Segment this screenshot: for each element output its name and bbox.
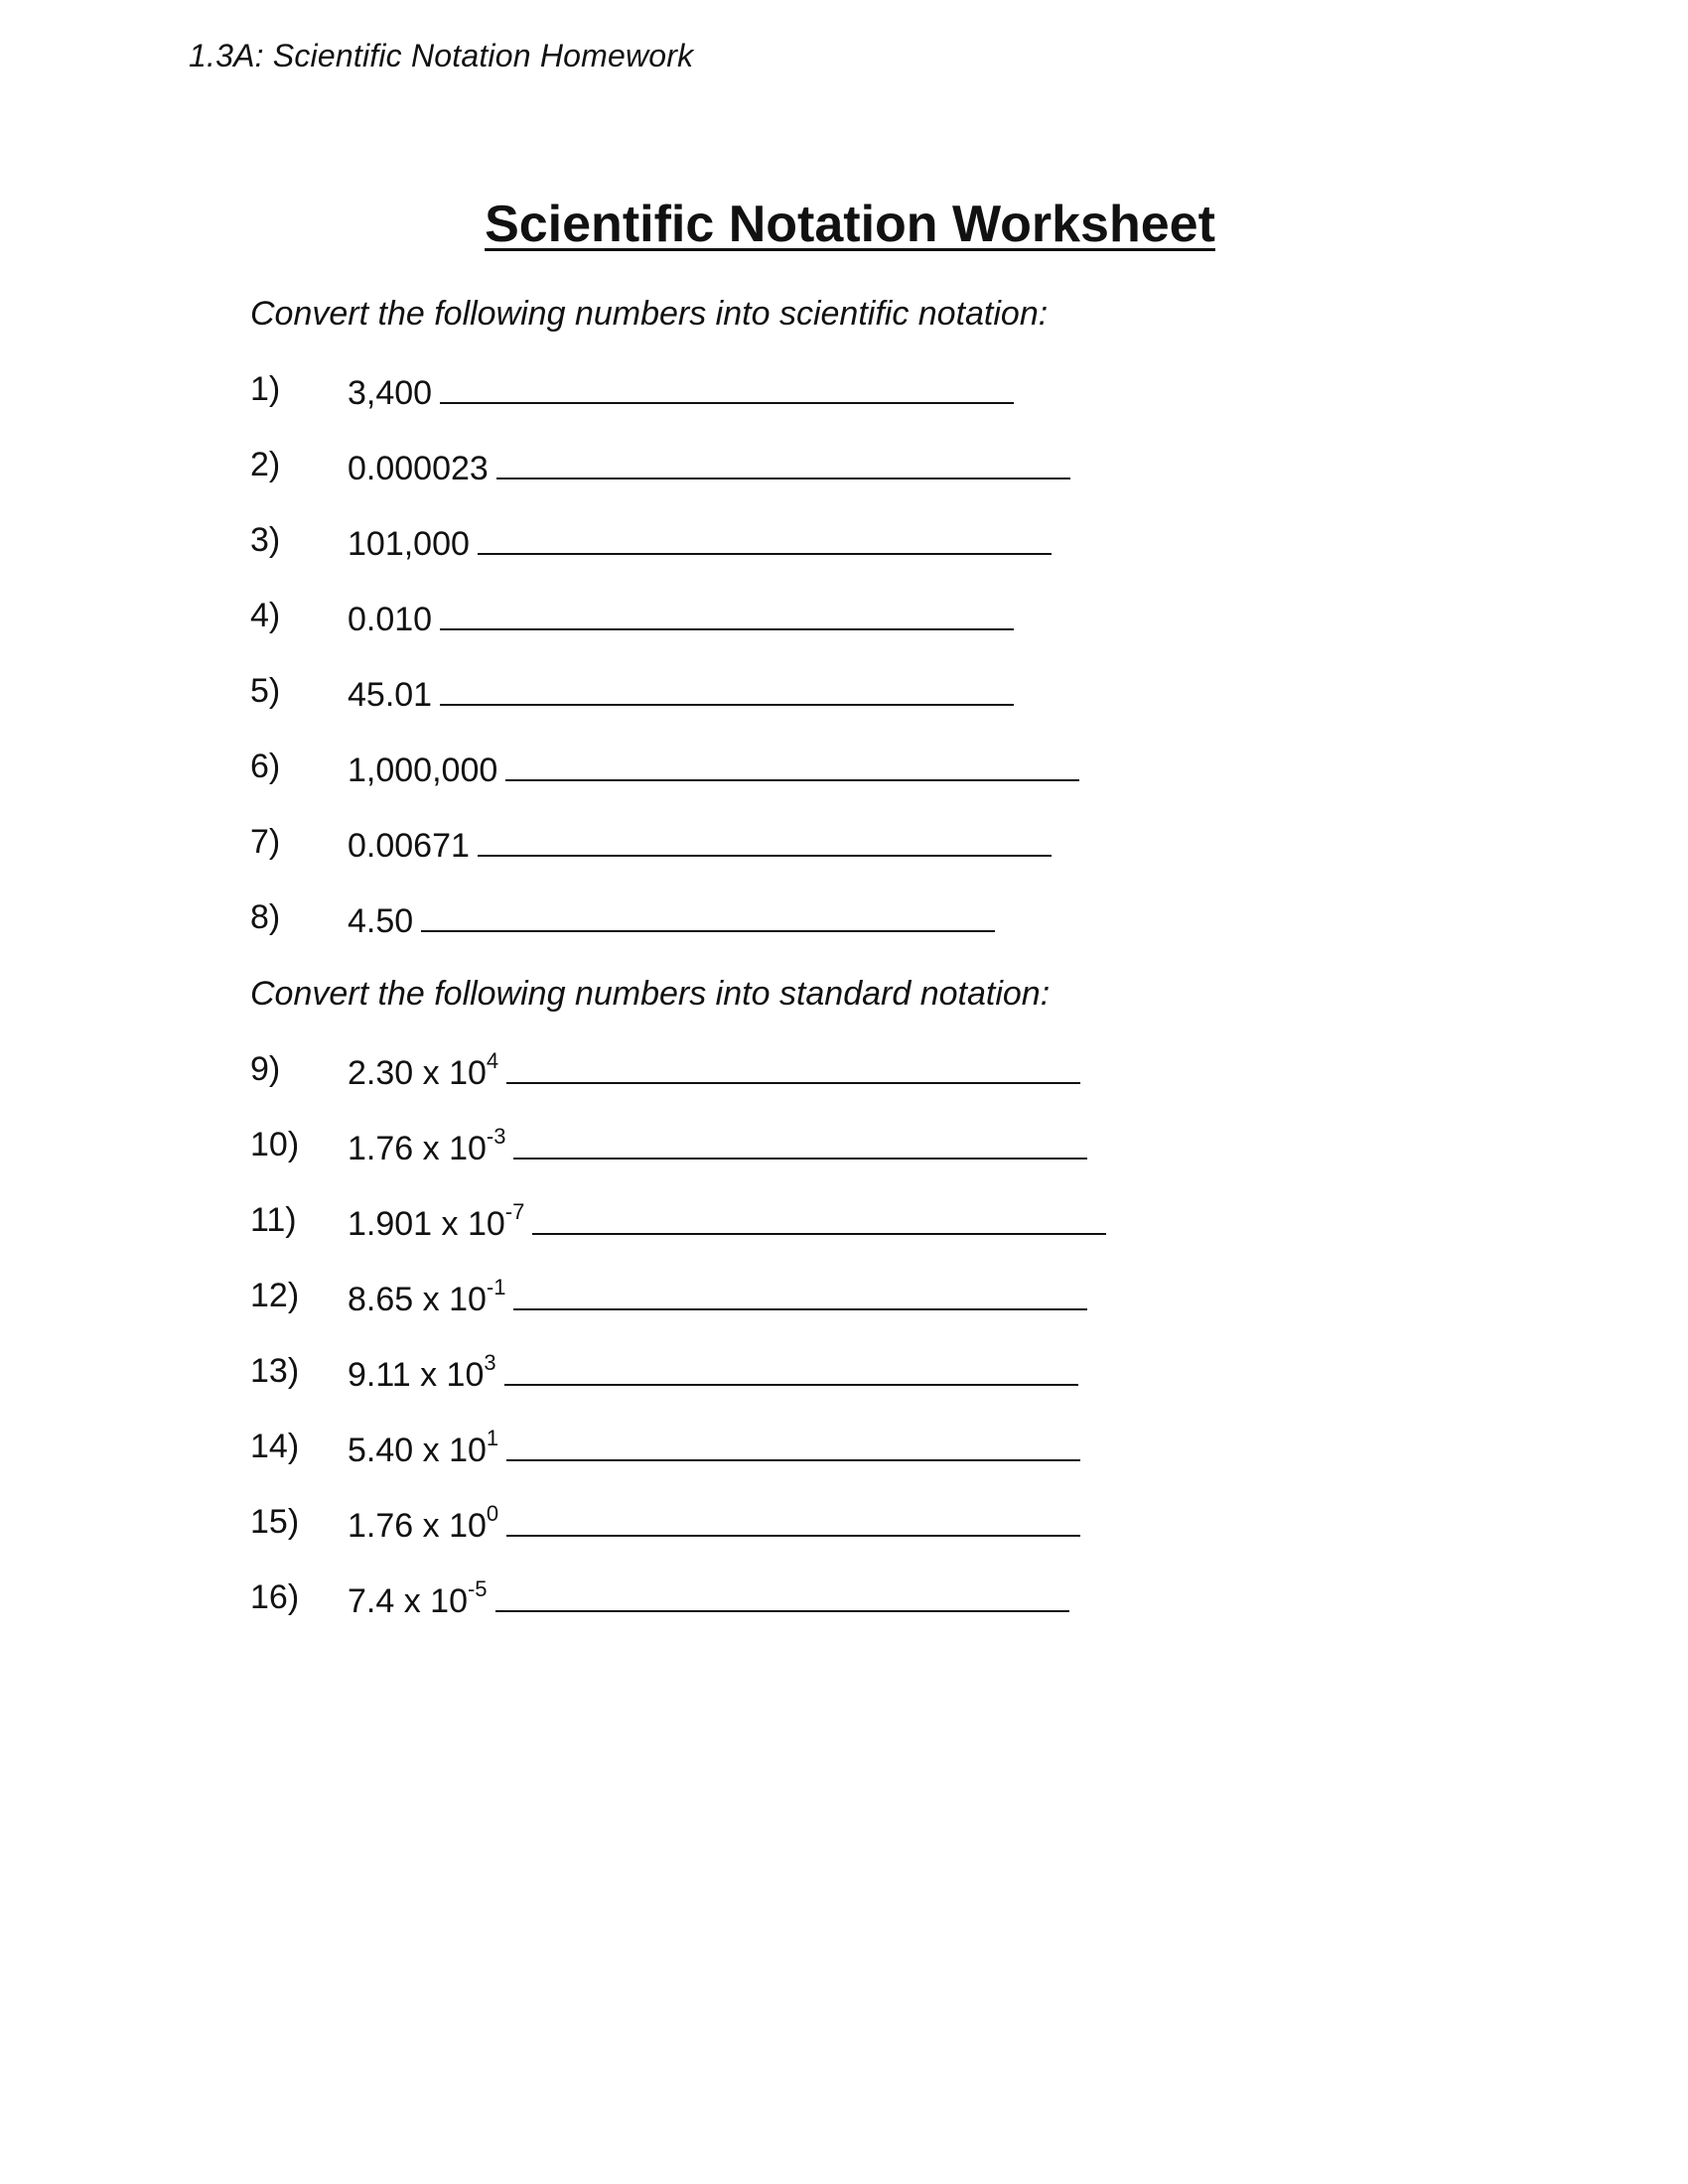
problem-expression [348,748,1079,790]
problem-expression [348,1274,1087,1319]
problem-base: 5.40 x 10 [348,1432,487,1469]
answer-blank[interactable] [532,1201,1106,1235]
page-title [0,195,1688,254]
problem-base: 1.901 x 10 [348,1205,505,1243]
problem-base: 8.65 x 10 [348,1281,487,1318]
answer-blank[interactable] [513,1126,1087,1160]
answer-blank[interactable] [505,748,1079,781]
problem-value: 4.50 [348,902,414,940]
problem-number: 14) [250,1428,300,1465]
problem-expression [348,1575,1069,1621]
problem-exponent: -1 [486,1274,506,1299]
answer-blank[interactable] [496,446,1070,479]
answer-blank[interactable] [440,597,1014,630]
problem-number: 11) [250,1201,297,1239]
problem-base: 7.4 x 10 [348,1582,468,1620]
problem-number: 12) [250,1277,300,1314]
answer-blank[interactable] [440,672,1014,706]
page-header: 1.3A: Scientific Notation Homework [189,38,694,73]
problem-exponent: 0 [486,1500,499,1526]
problem-expression [348,446,1070,488]
problem-expression [348,1349,1078,1395]
section1-instruction: Convert the following numbers into scientific notation: [250,295,1049,333]
problem-number: 7) [250,823,281,861]
answer-blank[interactable] [504,1352,1078,1386]
problem-number: 15) [250,1503,300,1541]
answer-blank[interactable] [506,1050,1080,1084]
problem-number: 8) [250,898,281,936]
problem-exponent: -5 [467,1575,488,1601]
problem-exponent: 3 [484,1349,496,1375]
problem-expression [348,1123,1087,1168]
problem-exponent: -7 [504,1198,525,1224]
problem-base: 2.30 x 10 [348,1054,487,1092]
problem-expression [348,1425,1080,1470]
problem-number: 16) [250,1578,300,1616]
problem-number: 5) [250,672,281,710]
problem-base: 1.76 x 10 [348,1507,487,1545]
answer-blank[interactable] [440,370,1014,404]
problem-value: 101,000 [348,525,470,563]
answer-blank[interactable] [513,1277,1087,1310]
problem-number: 10) [250,1126,300,1163]
answer-blank[interactable] [421,898,995,932]
problem-exponent: -3 [486,1123,506,1149]
problem-expression [348,1500,1080,1546]
problem-expression [348,672,1014,715]
answer-blank[interactable] [506,1428,1080,1461]
problem-value: 0.010 [348,601,433,638]
problem-number: 13) [250,1352,300,1390]
problem-value: 0.000023 [348,450,489,487]
problem-value: 45.01 [348,676,433,714]
problem-expression [348,1198,1106,1244]
problem-value: 3,400 [348,374,433,412]
problem-number: 3) [250,521,281,559]
problem-base: 9.11 x 10 [348,1356,485,1394]
problem-value: 0.00671 [348,827,470,865]
problem-expression [348,1047,1080,1093]
problem-exponent: 1 [486,1425,499,1450]
problem-number: 2) [250,446,281,483]
problem-expression [348,823,1052,866]
answer-blank[interactable] [506,1503,1080,1537]
problem-expression [348,898,995,941]
section2-instruction: Convert the following numbers into standard notation: [250,975,1051,1013]
page-title-text: Scientific Notation Worksheet [485,196,1215,253]
answer-blank[interactable] [478,823,1052,857]
answer-blank[interactable] [478,521,1052,555]
problem-number: 6) [250,748,281,785]
problem-exponent: 4 [486,1047,499,1073]
answer-blank[interactable] [495,1578,1069,1612]
problem-number: 1) [250,370,281,408]
problem-number: 9) [250,1050,281,1088]
problem-expression [348,597,1014,639]
problem-number: 4) [250,597,281,634]
problem-expression [348,370,1014,413]
problem-expression [348,521,1052,564]
problem-base: 1.76 x 10 [348,1130,487,1167]
problem-value: 1,000,000 [348,751,498,789]
